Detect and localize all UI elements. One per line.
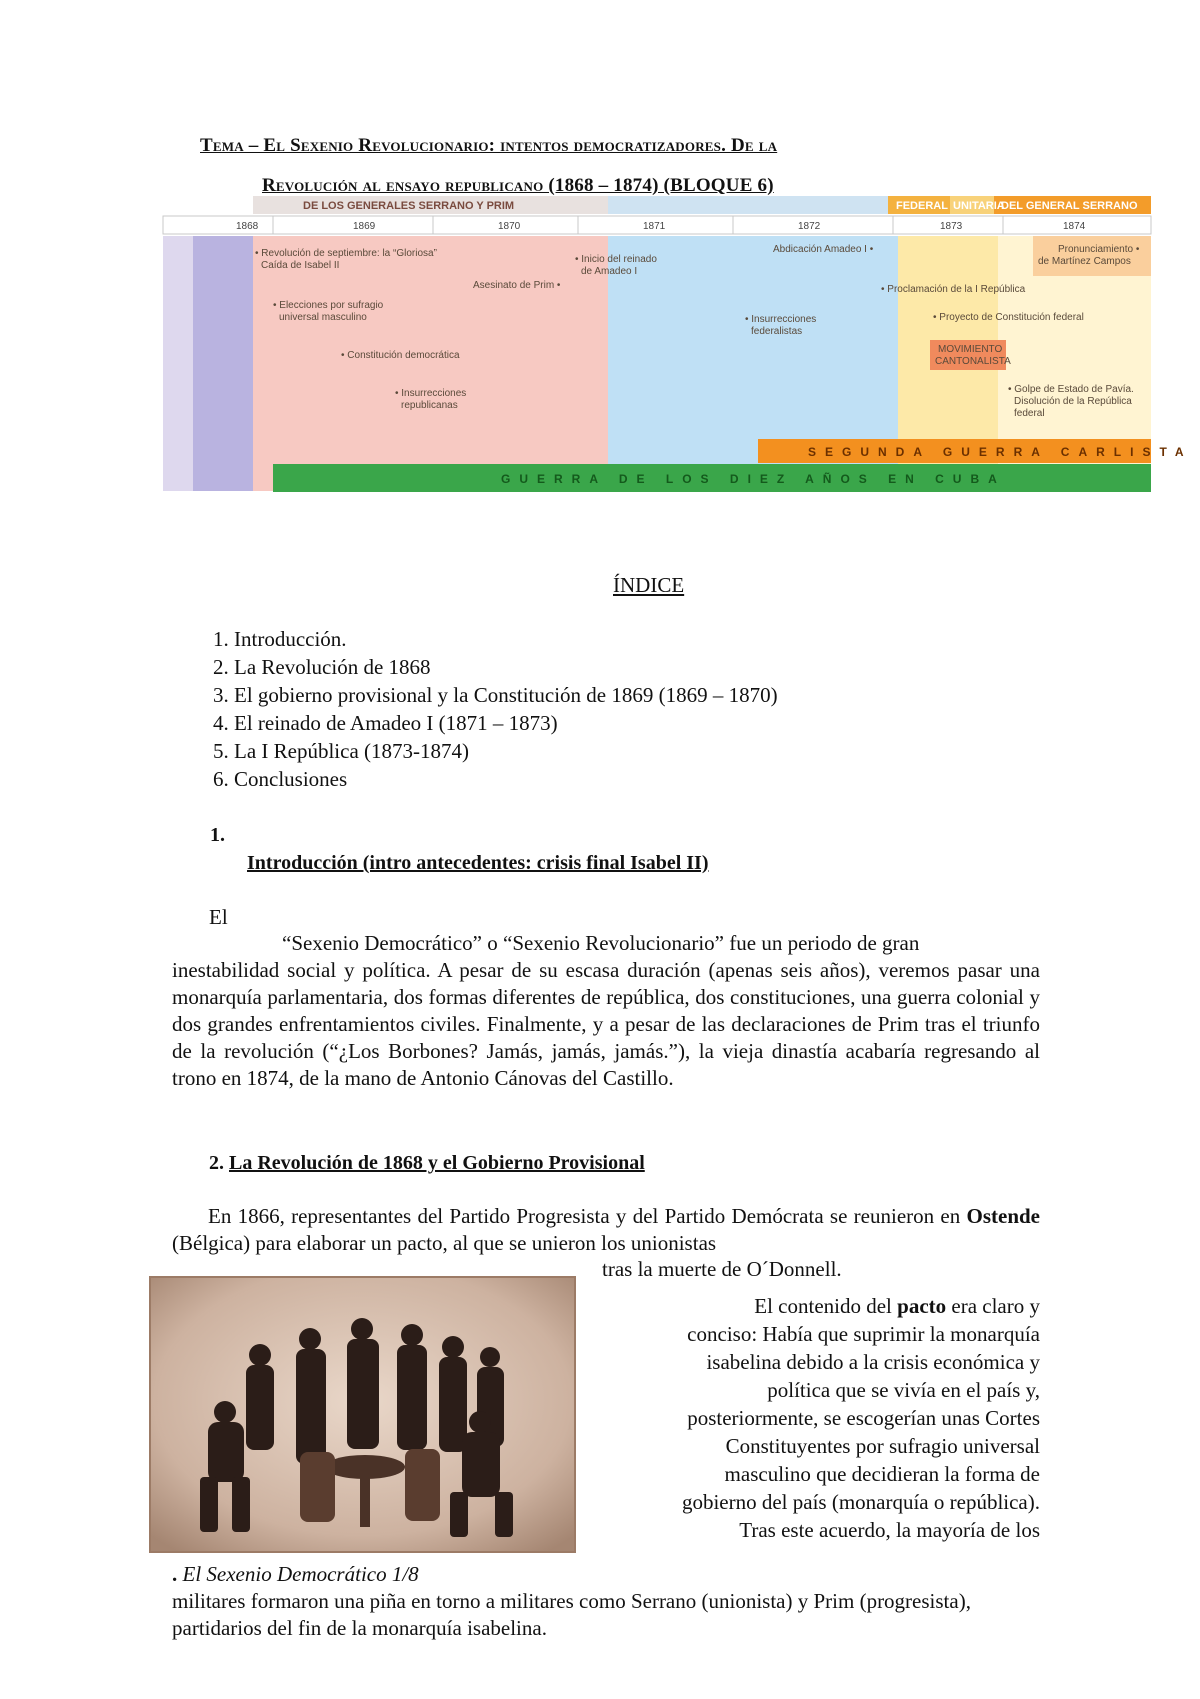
timeline-event: • Proyecto de Constitución federal	[933, 312, 1084, 323]
pacto-after: era claro y	[946, 1294, 1040, 1318]
timeline-event: republicanas	[401, 400, 458, 411]
band-cuba-label: GUERRA DE LOS DIEZ AÑOS EN CUBA	[501, 472, 1006, 486]
pacto-line: gobierno del país (monarquía o república).	[681, 1490, 1040, 1514]
section-1-heading: Introducción (intro antecedentes: crisis final Isabel II)	[247, 852, 709, 874]
index-item: 1. Introducción.	[213, 627, 347, 651]
caption-text: El Sexenio Democrático 1/8	[182, 1562, 419, 1586]
index-title: ÍNDICE	[613, 573, 685, 597]
section-1-number: 1.	[210, 824, 225, 846]
section-2-line-3: tras la muerte de O´Donnell.	[602, 1257, 842, 1281]
section-2-heading	[209, 1152, 645, 1175]
timeline-event: Disolución de la República	[1014, 396, 1132, 407]
photo-chair	[405, 1449, 440, 1521]
index-item: 2. La Revolución de 1868	[213, 655, 431, 679]
timeline-year: 1868	[236, 221, 259, 232]
index-item: 4. El reinado de Amadeo I (1871 – 1873)	[213, 711, 558, 735]
timeline-figure	[163, 196, 1193, 496]
pacto-column	[600, 1292, 1040, 1544]
index-item: 5. La I República (1873-1874)	[213, 739, 470, 763]
pacto-line: isabelina debido a la crisis económica y	[706, 1350, 1040, 1374]
timeline-header-4: DEL GENERAL SERRANO	[1001, 200, 1138, 212]
timeline-year: 1872	[798, 221, 821, 232]
photo-chair	[300, 1452, 335, 1522]
caption-dot: .	[172, 1562, 183, 1586]
pacto-line: Tras este acuerdo, la mayoría de los	[739, 1518, 1040, 1542]
timeline-event: • Inicio del reinado	[575, 254, 657, 265]
timeline-header-2: FEDERAL	[896, 200, 948, 212]
timeline-event: • Golpe de Estado de Pavía.	[1008, 384, 1134, 395]
section-2-paragraph-end: militares formaron una piña en torno a militares como Serrano (unionista) y Prim (progresista), partidarios del fin de la monarquía isabelina.	[172, 1589, 971, 1640]
pacto-line: política que se vivía en el país y,	[767, 1378, 1040, 1402]
timeline-header-3: UNITARIA	[953, 200, 1005, 212]
timeline-event: de Martínez Campos	[1038, 256, 1131, 267]
timeline-event: de Amadeo I	[581, 266, 638, 277]
timeline-event: • Revolución de septiembre: la “Gloriosa”	[255, 248, 437, 259]
pacto-before: El contenido del	[754, 1294, 898, 1318]
section-2-text-mid: (Bélgica) para elaborar un pacto, al que se unieron los unionistas	[172, 1231, 717, 1255]
section-2-number: 2.	[209, 1152, 224, 1174]
timeline-event: Caída de Isabel II	[261, 260, 340, 271]
index-item: 3. El gobierno provisional y la Constitución de 1869 (1869 – 1870)	[213, 683, 778, 707]
historical-photo	[150, 1277, 575, 1552]
pacto-line-1	[600, 1292, 1040, 1320]
timeline-event: • Proclamación de la I República	[881, 284, 1026, 295]
timeline-event: federalistas	[751, 326, 803, 337]
section-1-el: El	[209, 905, 228, 929]
section-1-body: inestabilidad social y política. A pesar de su escasa duración (apenas seis años), veremos pasar una monarquía parlamentaria, dos formas diferentes de república, dos constituciones, una guerra colonial y dos grandes enfrentamientos civiles. Finalmente, y a pesar de las declaraciones de Prim tras el triunfo de la revolución (“¿Los Borbones? Jamás, jamás, jamás.”), la vieja dinastía acabaría regresando al trono en 1874, de la mano de Antonio Cánovas del Castillo.	[172, 958, 1040, 1090]
timeline-year: 1874	[1063, 221, 1086, 232]
pacto-line: conciso: Había que suprimir la monarquía	[687, 1322, 1040, 1346]
section-2-paragraph	[172, 1203, 1040, 1257]
page-footer-caption	[172, 1562, 419, 1587]
timeline-event: Pronunciamiento •	[1058, 244, 1140, 255]
section-2-heading-text: La Revolución de 1868 y el Gobierno Provisional	[229, 1152, 645, 1174]
timeline-event: Asesinato de Prim •	[473, 280, 561, 291]
timeline-event: • Insurrecciones	[745, 314, 817, 325]
document-title-line-2: Revolución al ensayo republicano (1868 – 1874) (BLOQUE 6)	[262, 175, 774, 196]
timeline-period-pink	[253, 236, 608, 491]
document-title-line-1: Tema – El Sexenio Revolucionario: intentos democratizadores. De la	[200, 135, 778, 156]
index-item: 6. Conclusiones	[213, 767, 348, 791]
timeline-event: • Elecciones por sufragio	[273, 300, 384, 311]
timeline-header-bg-2	[608, 196, 888, 214]
section-2-text-start: En 1866, representantes del Partido Progresista y del Partido Demócrata se reunieron en	[208, 1204, 967, 1228]
timeline-event: • Insurrecciones	[395, 388, 467, 399]
timeline-event: MOVIMIENTO	[938, 344, 1003, 355]
timeline-event: Abdicación Amadeo I •	[773, 244, 874, 255]
pacto-bold: pacto	[897, 1294, 947, 1318]
section-1-first-line: “Sexenio Democrático” o “Sexenio Revolucionario” fue un periodo de gran	[282, 931, 920, 955]
timeline-event: universal masculino	[279, 312, 367, 323]
timeline-event: CANTONALISTA	[935, 356, 1011, 367]
timeline-period-purple	[193, 236, 253, 491]
pacto-line: posteriormente, se escogerían unas Cortes	[687, 1406, 1040, 1430]
timeline-period-pre	[163, 236, 193, 491]
timeline-year: 1869	[353, 221, 376, 232]
ostende-bold: Ostende	[966, 1204, 1040, 1228]
pacto-line: Constituyentes por sufragio universal	[725, 1434, 1040, 1458]
timeline-year: 1870	[498, 221, 521, 232]
timeline-year: 1873	[940, 221, 963, 232]
pacto-line: masculino que decidieran la forma de	[724, 1462, 1040, 1486]
band-carlista-label: SEGUNDA GUERRA CARLISTA	[808, 445, 1193, 459]
timeline-year: 1871	[643, 221, 666, 232]
timeline-event: federal	[1014, 408, 1045, 419]
section-1-paragraph	[172, 930, 1040, 1092]
index-list	[213, 625, 778, 793]
timeline-event: • Constitución democrática	[341, 350, 460, 361]
timeline-header-1: DE LOS GENERALES SERRANO Y PRIM	[303, 200, 515, 212]
